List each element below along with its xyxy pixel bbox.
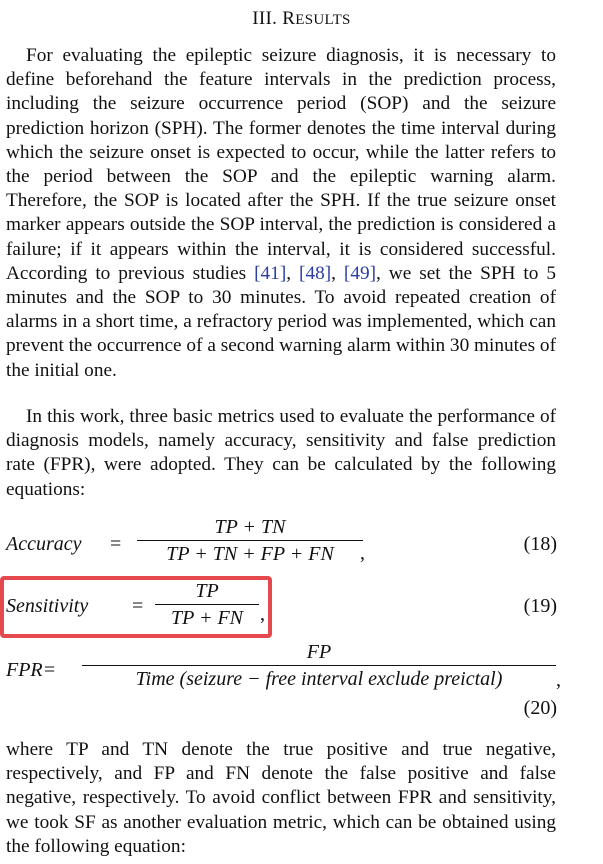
- paragraph-definitions: [6, 738, 556, 859]
- fraction: [137, 516, 363, 565]
- fraction-bar: [155, 604, 259, 605]
- paragraph-metrics-text: In this work, three basic metrics used to evaluate the performance of diagnosis models, namely accuracy, sensitivity and false prediction rate (FPR), were adopted. They can be calculated by the following equations:: [6, 406, 556, 500]
- numerator: TP: [195, 580, 219, 602]
- paragraph-definitions-text: where TP and TN denote the true positive and true negative, respectively, and FP and FN denote the false positive and false negative, respectively. To avoid conflict between FPR and sensitivity, we took SF as another evaluation metric, which can be obtained using the following equation:: [6, 739, 556, 857]
- fraction: [155, 580, 259, 629]
- equation-punctuation: ,: [556, 669, 561, 691]
- equation-number: (20): [523, 697, 557, 719]
- fraction: [82, 641, 556, 690]
- numerator: TP + TN: [214, 516, 286, 538]
- citation-48[interactable]: [48]: [299, 262, 332, 284]
- equation-punctuation: ,: [260, 603, 265, 625]
- equation-lhs: FPR=: [6, 659, 57, 681]
- equation-sensitivity: [6, 580, 557, 636]
- denominator: TP + TN + FP + FN: [166, 543, 334, 565]
- paragraph-intervals-text-b: , we set the SPH to 5 minutes and the SOP to 30 minutes. To avoid repeated creation of alarms in a short time, a refractory period was implemented, which can prevent the occurrence of a second warning alarm within 30 minutes of the initial one.: [6, 262, 556, 381]
- denominator: TP + FN: [170, 607, 244, 629]
- denominator: Time (seizure − free interval exclude preictal): [135, 668, 503, 690]
- equals-sign: =: [110, 533, 122, 555]
- citation-41[interactable]: [41]: [254, 262, 287, 284]
- citation-separator: ,: [331, 262, 344, 284]
- section-heading: [0, 8, 603, 30]
- equation-lhs: Accuracy: [6, 533, 82, 555]
- equation-lhs: Sensitivity: [6, 595, 89, 617]
- fraction-bar: [137, 540, 363, 541]
- citation-separator: ,: [286, 262, 292, 284]
- section-numeral: III.: [252, 8, 278, 29]
- paragraph-metrics: [6, 405, 556, 502]
- section-title-first: R: [282, 8, 296, 29]
- equation-fpr: [6, 641, 561, 721]
- equals-sign: =: [132, 595, 144, 617]
- section-title-rest: ESULTS: [295, 12, 351, 28]
- paragraph-intervals-text-a: For evaluating the epileptic seizure diagnosis, it is necessary to define beforehand the feature intervals in the prediction process, including the seizure occurrence period (SOP) and the seizure prediction horizon (SPH). The former denotes the time interval during which the seizure onset is expected to occur, while the latter refers to the period between the SOP and the epileptic warning alarm. Therefore, the SOP is located after the SPH. If the true seizure onset marker appears outside the SOP interval, the prediction is considered a failure; if it appears within the interval, it is considered successful. According to previous studies: [6, 45, 556, 284]
- fraction-bar: [82, 665, 556, 666]
- numerator: FP: [306, 641, 332, 663]
- paragraph-intervals: [6, 44, 556, 383]
- citation-49[interactable]: [49]: [343, 262, 377, 284]
- equation-punctuation: ,: [360, 542, 365, 564]
- equation-number: (18): [523, 533, 557, 555]
- equation-accuracy: [6, 516, 557, 576]
- equation-number: (19): [523, 595, 557, 617]
